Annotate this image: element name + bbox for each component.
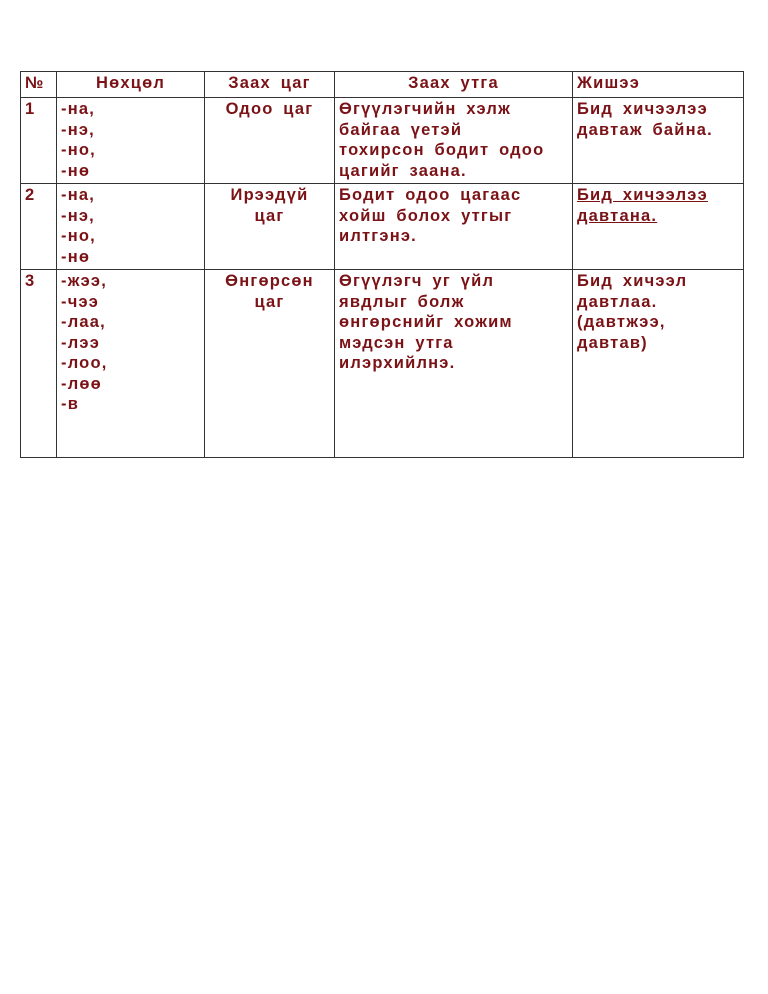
table-row — [21, 270, 744, 458]
time-cell — [205, 184, 335, 270]
time-text: цаг — [254, 292, 285, 311]
example-line: Бид хичээл — [577, 272, 688, 290]
meaning-line: тохирсон бодит одоо — [339, 141, 545, 159]
time-text: Одоо цаг — [225, 100, 314, 118]
example-cell — [573, 184, 744, 270]
suffix-cell — [57, 270, 205, 458]
meaning-line: илтгэнэ. — [339, 227, 417, 245]
example-line: давтлаа. — [577, 292, 658, 311]
example-line: давтана. — [577, 206, 658, 225]
table-row — [21, 184, 744, 270]
example-line: давтав) — [577, 333, 648, 352]
row-number: 3 — [21, 270, 57, 458]
meaning-line: илэрхийлнэ. — [339, 354, 456, 372]
meaning-cell — [335, 270, 573, 458]
suffix-item: -но, — [61, 227, 96, 245]
time-text: Өнгөрсөн — [225, 272, 314, 290]
suffix-item: -нө — [61, 247, 91, 266]
time-cell — [205, 98, 335, 184]
suffix-item: -в — [61, 395, 80, 413]
meaning-line: байгаа үетэй — [339, 120, 463, 139]
meaning-line: Өгүүлэгч уг үйл — [339, 272, 495, 290]
example-cell — [573, 270, 744, 458]
header-meaning: Заах утга — [335, 72, 573, 98]
time-text: цаг — [254, 206, 285, 225]
suffix-item: -лаа, — [61, 313, 106, 331]
suffix-item: -нэ, — [61, 206, 95, 225]
suffix-cell — [57, 98, 205, 184]
suffix-item: -на, — [61, 186, 96, 204]
header-time: Заах цаг — [205, 72, 335, 98]
suffix-item: -на, — [61, 100, 96, 118]
meaning-cell — [335, 98, 573, 184]
header-row — [21, 72, 744, 98]
meaning-line: Бодит одоо цагаас — [339, 186, 522, 204]
meaning-line: хойш болох утгыг — [339, 206, 513, 225]
suffix-item: -чээ — [61, 292, 100, 311]
time-text: Ирээдүй — [230, 186, 309, 204]
suffix-item: -лээ — [61, 333, 101, 352]
suffix-item: -лөө — [61, 374, 102, 393]
header-suffix: Нөхцөл — [57, 72, 205, 98]
suffix-item: -лоо, — [61, 354, 108, 372]
suffix-item: -нэ, — [61, 120, 95, 139]
row-number: 2 — [21, 184, 57, 270]
meaning-line: явдлыг болж — [339, 292, 465, 311]
grammar-table — [20, 71, 744, 458]
suffix-item: -жээ, — [61, 272, 108, 290]
meaning-line: өнгөрснийг хожим — [339, 313, 513, 331]
suffix-item: -но, — [61, 141, 96, 159]
suffix-item: -нө — [61, 161, 91, 180]
table-row — [21, 98, 744, 184]
example-line: (давтжээ, — [577, 313, 666, 331]
meaning-line: Өгүүлэгчийн хэлж — [339, 100, 511, 118]
meaning-cell — [335, 184, 573, 270]
example-cell — [573, 98, 744, 184]
meaning-line: мэдсэн утга — [339, 333, 454, 352]
example-line: Бид хичээлээ — [577, 100, 708, 118]
meaning-line: цагийг заана. — [339, 161, 467, 180]
example-line: давтаж байна. — [577, 120, 713, 139]
example-line: Бид хичээлээ — [577, 186, 708, 204]
header-number: № — [21, 72, 57, 98]
row-number: 1 — [21, 98, 57, 184]
time-cell — [205, 270, 335, 458]
suffix-cell — [57, 184, 205, 270]
header-example: Жишээ — [573, 72, 744, 98]
